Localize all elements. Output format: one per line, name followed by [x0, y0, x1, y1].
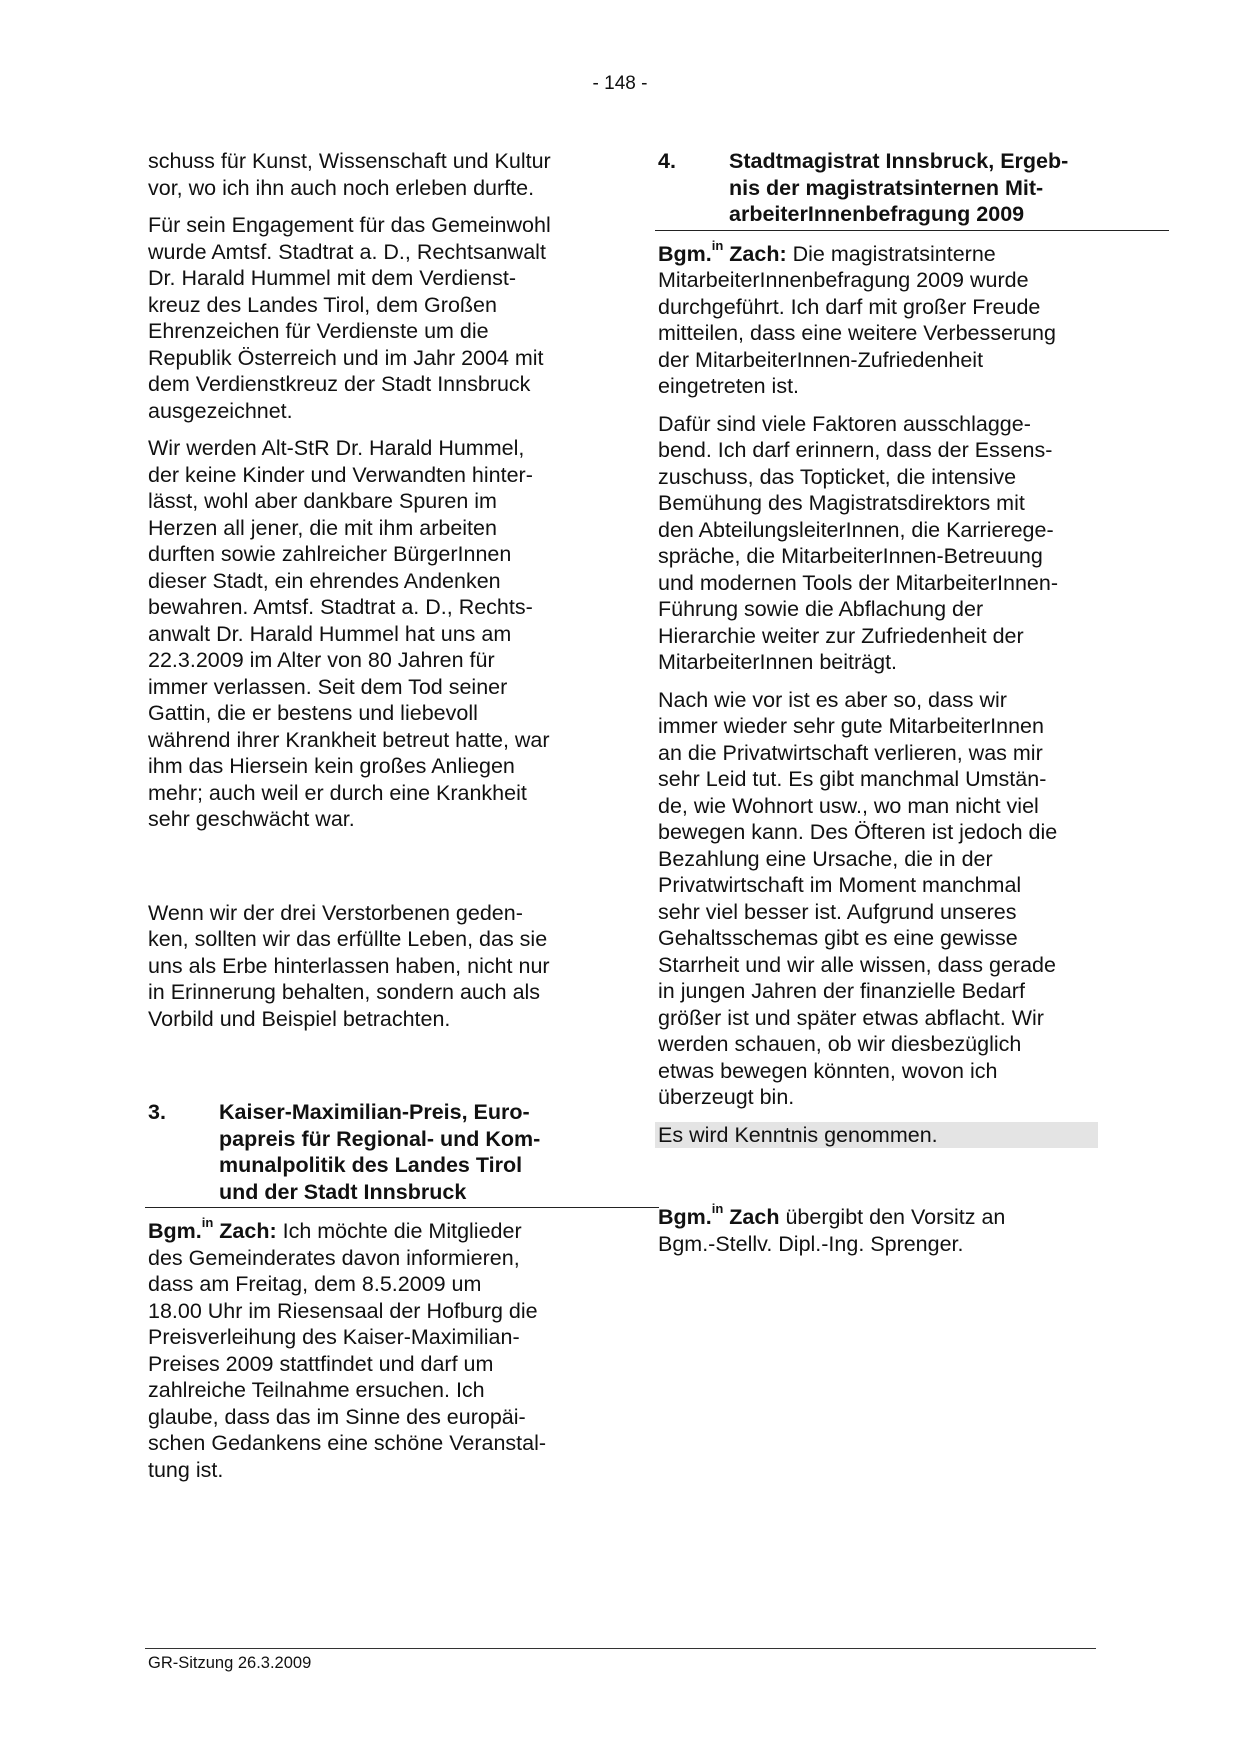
- text-line: der keine Kinder und Verwandten hinter-: [148, 462, 533, 487]
- section-heading-3: [145, 1099, 659, 1208]
- text-line: Vorbild und Beispiel betrachten.: [148, 1006, 451, 1031]
- text-line: Dr. Harald Hummel mit dem Verdienst-: [148, 266, 516, 290]
- right-column: [658, 148, 1098, 1268]
- text-line: de, wie Wohnort usw., wo man nicht viel: [658, 793, 1039, 818]
- text-line: Für sein Engagement für das Gemeinwohl: [148, 213, 551, 237]
- section-title: [219, 1099, 659, 1205]
- text-line: Nach wie vor ist es aber so, dass wir: [658, 687, 1007, 712]
- text-line: bewegen kann. Des Öfteren ist jedoch die: [658, 820, 1058, 844]
- text-line: immer verlassen. Seit dem Tod seiner: [148, 674, 508, 699]
- text-line: dass am Freitag, dem 8.5.2009 um: [148, 1272, 482, 1296]
- text-line: in jungen Jahren der finanzielle Bedarf: [658, 979, 1025, 1003]
- text-line: Dafür sind viele Faktoren ausschlagge-: [658, 411, 1031, 436]
- speaker-label: Bgm.$^{in}$ Zach:: [658, 237, 787, 266]
- text-line: den AbteilungsleiterInnen, die Karrierege-: [658, 517, 1054, 542]
- text-line: größer ist und später etwas abflacht. Wir: [658, 1005, 1044, 1030]
- text-line: munalpolitik des Landes Tirol: [219, 1153, 523, 1177]
- page-number: - 148 -: [592, 73, 648, 94]
- text-line: bend. Ich darf erinnern, dass der Essens-: [658, 438, 1053, 462]
- text-line: durften sowie zahlreicher BürgerInnen: [148, 542, 512, 566]
- text-line: der MitarbeiterInnen-Zufriedenheit: [658, 347, 984, 372]
- notice-box: Es wird Kenntnis genommen.: [655, 1122, 1098, 1149]
- text-line: zahlreiche Teilnahme ersuchen. Ich: [148, 1378, 485, 1402]
- text-line: Führung sowie die Abflachung der: [658, 597, 984, 621]
- text-line: lässt, wohl aber dankbare Spuren im: [148, 489, 497, 513]
- text-line: kreuz des Landes Tirol, dem Großen: [148, 292, 497, 317]
- text-line: Preisverleihung des Kaiser-Maximilian-: [148, 1325, 520, 1349]
- text-line: Gattin, die er bestens und liebevoll: [148, 701, 478, 725]
- speaker-label: Bgm.$^{in}$ Zach: [658, 1201, 780, 1229]
- text-line: in Erinnerung behalten, sondern auch als: [148, 980, 541, 1004]
- text-line: uns als Erbe hinterlassen haben, nicht nur: [148, 953, 550, 978]
- text-line: papreis für Regional- und Kom-: [219, 1126, 541, 1151]
- text-line: Hierarchie weiter zur Zufriedenheit der: [658, 623, 1024, 648]
- text-line: schuss für Kunst, Wissenschaft und Kultur: [148, 149, 551, 173]
- speech-paragraph: Bgm.$^{in}$ Zach übergibt den Vorsitz an Bgm.-Stellv. Dipl.-Ing. Sprenger.: [658, 1204, 1098, 1257]
- text-line: Kaiser-Maximilian-Preis, Euro-: [219, 1100, 530, 1124]
- text-line: Herzen all jener, die mit ihm arbeiten: [148, 515, 497, 540]
- paragraph: [148, 212, 588, 424]
- text-line: 22.3.2009 im Alter von 80 Jahren für: [148, 648, 495, 672]
- text-line: sehr geschwächt war.: [148, 807, 355, 831]
- paragraph: [148, 148, 588, 201]
- text-line: etwas bewegen könnten, wovon ich: [658, 1058, 998, 1083]
- text-line: spräche, die MitarbeiterInnen-Betreuung: [658, 544, 1043, 568]
- text-line: wurde Amtsf. Stadtrat a. D., Rechtsanwalt: [148, 239, 546, 264]
- text-line: Privatwirtschaft im Moment manchmal: [658, 873, 1022, 897]
- section-heading-4: [655, 148, 1169, 231]
- text-line: Bgm.-Stellv. Dipl.-Ing. Sprenger.: [658, 1231, 964, 1256]
- text-line: dem Verdienstkreuz der Stadt Innsbruck: [148, 372, 531, 396]
- text-line: mitteilen, dass eine weitere Verbesserung: [658, 321, 1056, 345]
- text-line: MitarbeiterInnen beiträgt.: [658, 650, 898, 674]
- text-line: Bemühung des Magistratsdirektors mit: [658, 491, 1025, 515]
- text-line: und modernen Tools der MitarbeiterInnen-: [658, 570, 1058, 595]
- paragraph: [148, 435, 588, 833]
- text-line: Stadtmagistrat Innsbruck, Ergeb-: [729, 149, 1069, 173]
- text-line: anwalt Dr. Harald Hummel hat uns am: [148, 621, 512, 646]
- text-line: Bezahlung eine Ursache, die in der: [658, 846, 993, 871]
- text-line: Wenn wir der drei Verstorbenen geden-: [148, 900, 523, 925]
- speaker-label: Bgm.$^{in}$ Zach:: [148, 1215, 277, 1243]
- speech-paragraph: Bgm.$^{in}$ Zach: Die magistratsinterne MitarbeiterInnenbefragung 2009 wurde durchgeführt. Ich darf mit großer Freude mitteilen, dass eine weitere Verbesserung der MitarbeiterInnen-Zufriedenheit eingetreten ist.: [658, 241, 1098, 400]
- text-line: ken, sollten wir das erfüllte Leben, das sie: [148, 927, 548, 951]
- paragraph: [148, 900, 588, 1033]
- text-line: dieser Stadt, ein ehrendes Andenken: [148, 568, 501, 593]
- text-line: glaube, dass das im Sinne des europäi-: [148, 1404, 526, 1429]
- text-line: und der Stadt Innsbruck: [219, 1179, 467, 1204]
- footer-rule: [145, 1648, 1096, 1649]
- text-line: des Gemeinderates davon informieren,: [148, 1245, 520, 1270]
- text-line: tung ist.: [148, 1457, 224, 1482]
- text-line: ihm das Hiersein kein großes Anliegen: [148, 754, 515, 778]
- section-number: 3.: [148, 1100, 166, 1124]
- text-line: durchgeführt. Ich darf mit großer Freude: [658, 294, 1041, 319]
- text-line: eingetreten ist.: [658, 374, 800, 398]
- speech-paragraph: Bgm.$^{in}$ Zach: Ich möchte die Mitglieder des Gemeinderates davon informieren, dass am Freitag, dem 8.5.2009 um 18.00 Uhr im Riesensaal der Hofburg die Preisverleihung des Kaiser-Maximilian- Preises 2009 stattfindet und darf um zahlreiche Teilnahme ersuchen. Ich glaube, dass das im Sinne des europäi- schen Gedankens eine schöne Veranstal- tung ist.: [148, 1218, 588, 1483]
- text-line: bewahren. Amtsf. Stadtrat a. D., Rechts-: [148, 595, 533, 619]
- text-line: Preises 2009 stattfindet und darf um: [148, 1351, 494, 1376]
- text-line: arbeiterInnenbefragung 2009: [729, 202, 1025, 226]
- text-line: schen Gedankens eine schöne Veranstal-: [148, 1431, 547, 1455]
- text-line: mehr; auch weil er durch eine Krankheit: [148, 780, 527, 805]
- text-line: vor, wo ich ihn auch noch erleben durfte.: [148, 175, 535, 200]
- paragraph: [658, 411, 1098, 676]
- footer-text: GR-Sitzung 26.3.2009: [148, 1654, 312, 1672]
- text-line: zuschuss, das Topticket, die intensive: [658, 464, 1017, 489]
- text-line: Gehaltsschemas gibt es eine gewisse: [658, 926, 1018, 950]
- text-line: während ihrer Krankheit betreut hatte, war: [148, 727, 550, 752]
- text-line: nis der magistratsinternen Mit-: [729, 175, 1044, 200]
- text-line: sehr Leid tut. Es gibt manchmal Umstän-: [658, 767, 1047, 791]
- text-line: sehr viel besser ist. Aufgrund unseres: [658, 899, 1017, 924]
- text-line: Republik Österreich und im Jahr 2004 mit: [148, 345, 544, 370]
- text-line: Ehrenzeichen für Verdienste um die: [148, 319, 489, 343]
- text-line: Wir werden Alt-StR Dr. Harald Hummel,: [148, 436, 525, 460]
- left-column: [148, 148, 588, 1494]
- text-line: MitarbeiterInnenbefragung 2009 wurde: [658, 268, 1029, 292]
- text-line: ausgezeichnet.: [148, 398, 293, 423]
- section-number: 4.: [658, 149, 676, 173]
- text-line: an die Privatwirtschaft verlieren, was mir: [658, 740, 1043, 765]
- text-line: überzeugt bin.: [658, 1085, 795, 1109]
- text-line: immer wieder sehr gute MitarbeiterInnen: [658, 714, 1044, 738]
- paragraph: [658, 687, 1098, 1111]
- text-line: werden schauen, ob wir diesbezüglich: [658, 1032, 1022, 1056]
- text-line: Starrheit und wir alle wissen, dass gerade: [658, 952, 1056, 977]
- text-line: 18.00 Uhr im Riesensaal der Hofburg die: [148, 1298, 538, 1323]
- section-title: [729, 148, 1169, 228]
